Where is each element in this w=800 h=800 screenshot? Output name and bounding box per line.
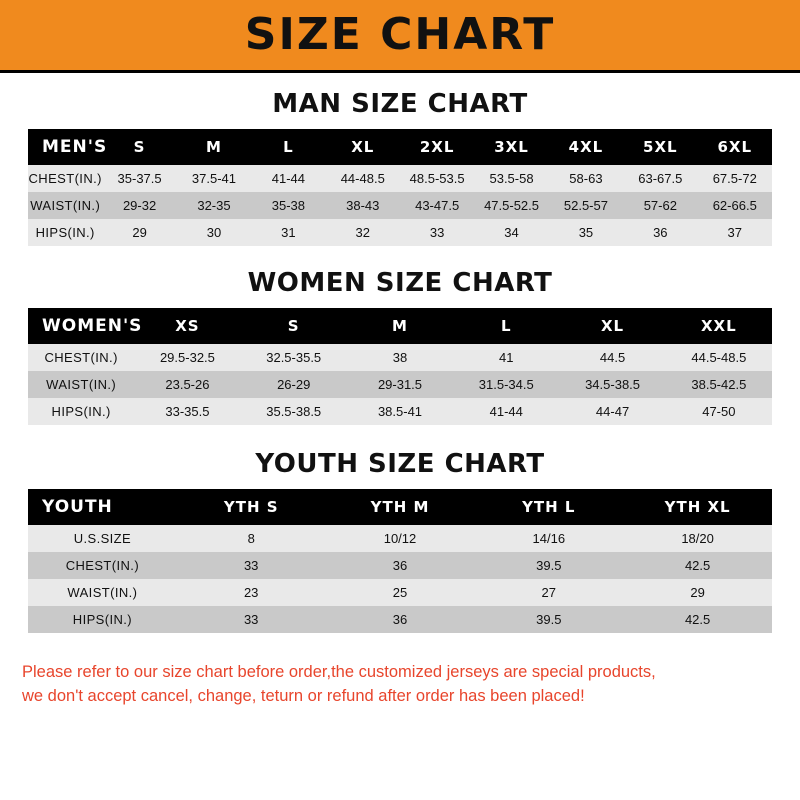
section-title-women: WOMEN SIZE CHART xyxy=(247,268,553,298)
cell: 34.5-38.5 xyxy=(585,377,641,392)
table-women-size-xxl: XXL xyxy=(700,317,737,335)
table-row xyxy=(28,579,772,606)
cell: 38.5-42.5 xyxy=(691,377,747,392)
footer-note xyxy=(0,651,800,709)
table-header-row xyxy=(28,129,772,165)
cell: 35-37.5 xyxy=(117,171,162,186)
cell: 35.5-38.5 xyxy=(266,404,322,419)
footer-note-line-1: Please refer to our size chart before order,the customized jerseys are special products, xyxy=(22,663,656,681)
section-title-youth: YOUTH SIZE CHART xyxy=(255,449,545,479)
table-row xyxy=(28,525,772,552)
table-row xyxy=(28,192,772,219)
table-man-head xyxy=(28,129,772,165)
table-man-header-label: MEN'S xyxy=(42,137,108,157)
table-row xyxy=(28,219,772,246)
section-man xyxy=(0,89,800,246)
cell: 44-48.5 xyxy=(340,171,385,186)
cell: 67.5-72 xyxy=(712,171,757,186)
table-women-size-xs: XS xyxy=(175,317,200,335)
cell: 53.5-58 xyxy=(489,171,534,186)
table-header-row xyxy=(28,489,772,525)
cell: 37 xyxy=(727,225,742,240)
cell: 57-62 xyxy=(643,198,677,213)
cell: 14/16 xyxy=(532,531,566,546)
header-banner xyxy=(0,0,800,73)
cell: 41-44 xyxy=(489,404,523,419)
cell: 36 xyxy=(392,612,408,627)
page-title: SIZE CHART xyxy=(244,9,556,60)
table-youth-body xyxy=(28,525,772,633)
table-man-size-xl: XL xyxy=(351,138,375,156)
cell: 44.5-48.5 xyxy=(691,350,747,365)
table-women-size-xl: XL xyxy=(600,317,625,335)
table-women xyxy=(28,308,772,425)
footer-note-line-2: we don't accept cancel, change, teturn or refund after order has been placed! xyxy=(22,686,585,705)
table-man-body xyxy=(28,165,772,246)
section-title-man: MAN SIZE CHART xyxy=(272,89,528,119)
cell: 10/12 xyxy=(383,531,417,546)
cell: 42.5 xyxy=(684,612,711,627)
cell: 27 xyxy=(541,585,557,600)
table-youth-head xyxy=(28,489,772,525)
cell: 32-35 xyxy=(197,198,231,213)
cell: 39.5 xyxy=(536,558,562,573)
table-youth-size-xl: YTH XL xyxy=(664,498,731,516)
section-youth xyxy=(0,449,800,633)
cell: 38.5-41 xyxy=(377,404,423,419)
table-youth-header-label: YOUTH xyxy=(42,497,113,517)
table-youth-size-m: YTH M xyxy=(370,498,430,516)
cell: 31.5-34.5 xyxy=(478,377,534,392)
cell: 25 xyxy=(392,585,408,600)
table-row xyxy=(28,165,772,192)
row-label-waist: WAIST(IN.) xyxy=(67,585,138,600)
cell: 58-63 xyxy=(569,171,603,186)
cell: 63-67.5 xyxy=(638,171,683,186)
table-women-size-m: M xyxy=(392,317,408,335)
table-row xyxy=(28,398,772,425)
cell: 47-50 xyxy=(702,404,736,419)
table-man-size-2xl: 2XL xyxy=(419,138,455,156)
cell: 36 xyxy=(392,558,408,573)
cell: 33-35.5 xyxy=(165,404,210,419)
cell: 29-32 xyxy=(122,198,157,213)
cell: 34 xyxy=(504,225,519,240)
cell: 23.5-26 xyxy=(165,377,210,392)
cell: 23 xyxy=(243,585,259,600)
cell: 29-31.5 xyxy=(377,377,423,392)
cell: 38 xyxy=(392,350,408,365)
cell: 44-47 xyxy=(595,404,630,419)
row-label-chest: CHEST(IN.) xyxy=(65,558,140,573)
table-man-size-l: L xyxy=(283,138,294,156)
table-women-size-s: S xyxy=(287,317,300,335)
cell: 32.5-35.5 xyxy=(266,350,322,365)
cell: 18/20 xyxy=(681,531,714,546)
cell: 35 xyxy=(578,225,594,240)
cell: 43-47.5 xyxy=(415,198,460,213)
cell: 8 xyxy=(247,531,255,546)
table-women-body xyxy=(28,344,772,425)
table-man-size-s: S xyxy=(133,138,146,156)
cell: 29 xyxy=(690,585,705,600)
cell: 39.5 xyxy=(536,612,562,627)
table-row xyxy=(28,552,772,579)
cell: 32 xyxy=(355,225,370,240)
table-women-header-label: WOMEN'S xyxy=(42,316,143,336)
table-youth-size-s: YTH S xyxy=(223,498,279,516)
cell: 30 xyxy=(206,225,222,240)
row-label-waist: WAIST(IN.) xyxy=(46,377,117,392)
table-man-size-3xl: 3XL xyxy=(494,138,529,156)
row-label-waist: WAIST(IN.) xyxy=(30,198,101,213)
cell: 47.5-52.5 xyxy=(484,198,539,213)
cell: 62-66.5 xyxy=(712,198,757,213)
cell: 38-43 xyxy=(346,198,380,213)
table-women-head xyxy=(28,308,772,344)
cell: 41-44 xyxy=(271,171,305,186)
cell: 42.5 xyxy=(684,558,711,573)
cell: 29.5-32.5 xyxy=(159,350,215,365)
cell: 44.5 xyxy=(599,350,626,365)
table-women-size-l: L xyxy=(500,317,512,335)
cell: 48.5-53.5 xyxy=(409,171,465,186)
cell: 41 xyxy=(499,350,514,365)
row-label-hips: HIPS(IN.) xyxy=(35,225,95,240)
table-row xyxy=(28,344,772,371)
row-label-chest: CHEST(IN.) xyxy=(44,350,118,365)
row-label-hips: HIPS(IN.) xyxy=(51,404,111,419)
cell: 52.5-57 xyxy=(563,198,608,213)
table-row xyxy=(28,606,772,633)
cell: 33 xyxy=(429,225,445,240)
cell: 37.5-41 xyxy=(191,171,237,186)
table-man-size-6xl: 6XL xyxy=(717,138,753,156)
cell: 29 xyxy=(132,225,147,240)
cell: 31 xyxy=(281,225,296,240)
table-youth xyxy=(28,489,772,633)
table-row xyxy=(28,371,772,398)
table-man-size-5xl: 5XL xyxy=(643,138,678,156)
table-man xyxy=(28,129,772,246)
row-label-ussize: U.S.SIZE xyxy=(73,531,132,546)
table-man-size-4xl: 4XL xyxy=(568,138,604,156)
table-man-size-m: M xyxy=(206,138,222,156)
cell: 26-29 xyxy=(277,377,311,392)
row-label-hips: HIPS(IN.) xyxy=(72,612,132,627)
table-header-row xyxy=(28,308,772,344)
cell: 35-38 xyxy=(271,198,305,213)
cell: 36 xyxy=(653,225,668,240)
cell: 33 xyxy=(243,612,259,627)
cell: 33 xyxy=(243,558,259,573)
row-label-chest: CHEST(IN.) xyxy=(28,171,102,186)
section-women xyxy=(0,268,800,425)
table-youth-size-l: YTH L xyxy=(522,498,576,516)
